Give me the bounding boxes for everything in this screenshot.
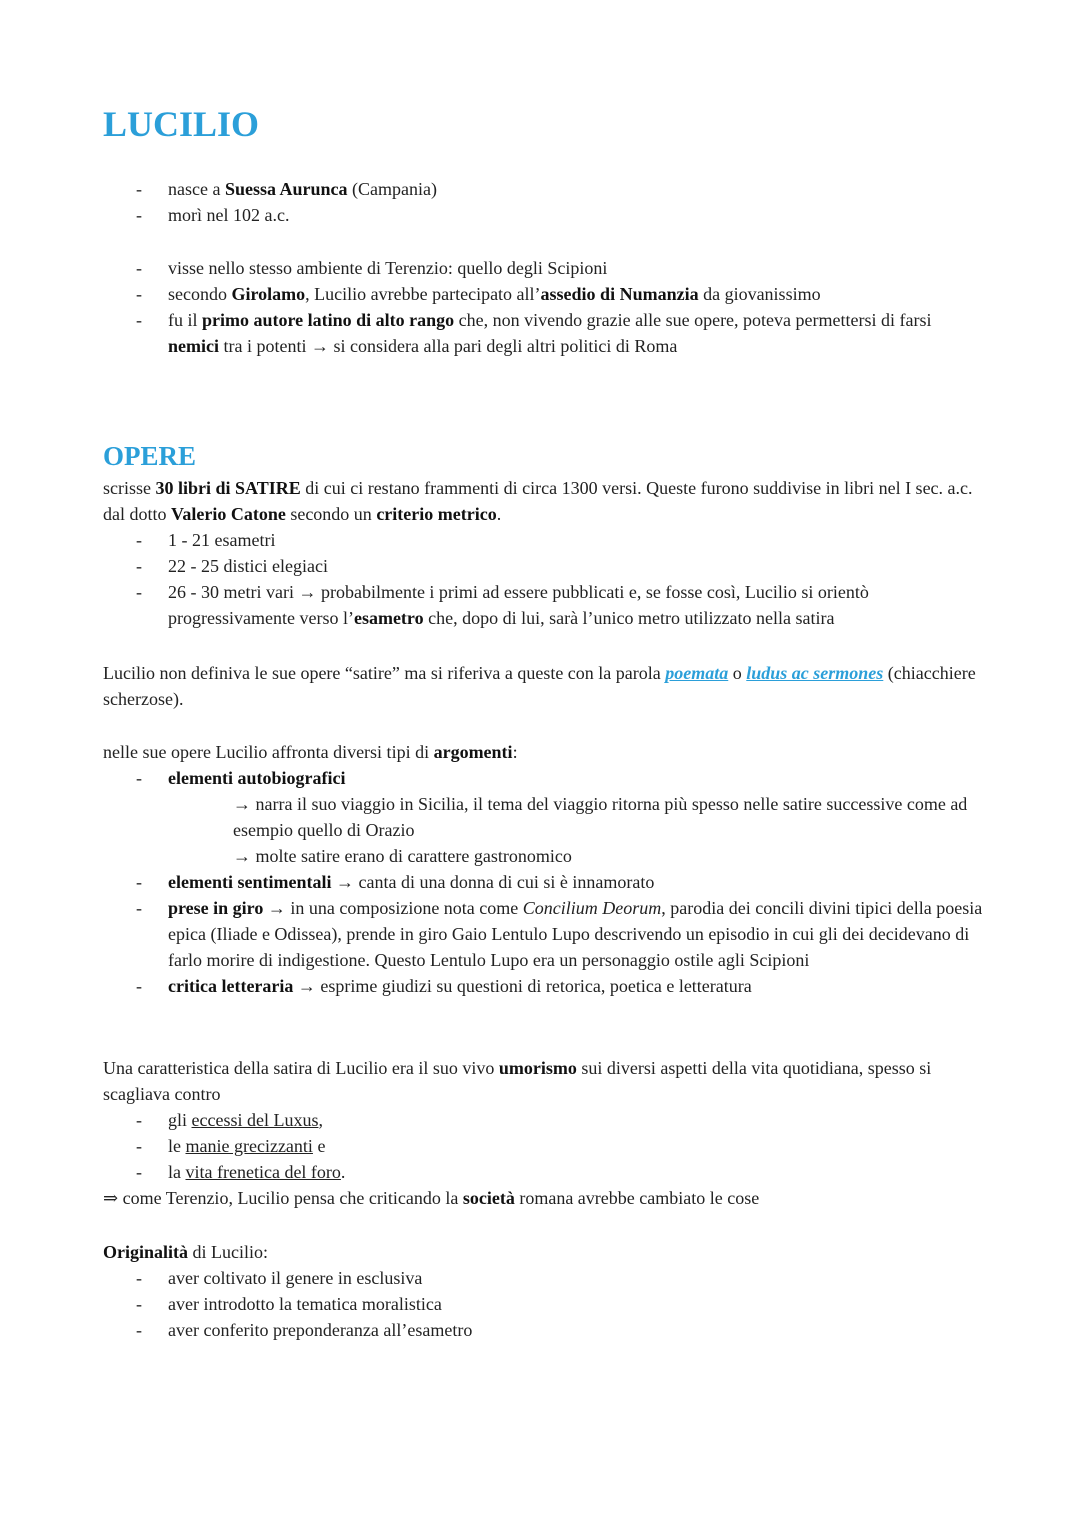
opere-intro: scrisse 30 libri di SATIRE di cui ci restano frammenti di circa 1300 versi. Queste furono suddivise in libri nel I sec. a.c. dal dotto Valerio Catone secondo un criterio metrico. — [103, 478, 973, 524]
argomento-autobio — [103, 765, 983, 791]
list-item: - secondo Girolamo, Lucilio avrebbe partecipato all’assedio di Numanzia da giovanissimo — [103, 281, 983, 307]
latin-term: poemata — [665, 663, 729, 683]
argomenti-list — [103, 869, 983, 999]
metri-list — [103, 527, 983, 631]
argomenti-intro: nelle sue opere Lucilio affronta diversi tipi di argomenti: — [103, 742, 518, 762]
list-item: - aver introdotto la tematica moralistica — [103, 1291, 983, 1317]
underlined-term: vita frenetica del foro — [185, 1162, 341, 1182]
bold-term: elementi sentimentali — [168, 872, 332, 892]
list-item: - gli eccessi del Luxus, — [103, 1107, 983, 1133]
bold-term: nemici — [168, 336, 219, 356]
bold-term: primo autore latino di alto rango — [202, 310, 455, 330]
argomenti-block — [103, 739, 983, 999]
list-item: - aver coltivato il genere in esclusiva — [103, 1265, 983, 1291]
bold-term: Girolamo — [231, 284, 306, 304]
underlined-term: eccessi del Luxus — [191, 1110, 319, 1130]
list-item: - morì nel 102 a.c. — [103, 202, 983, 228]
list-item: - 1 - 21 esametri — [103, 527, 983, 553]
list-item: - fu il primo autore latino di alto rango che, non vivendo grazie alle sue opere, poteva permettersi di farsi nemici tra i potenti → si considera alla pari degli altri politici di Roma — [103, 307, 983, 359]
definizione-paragraph: Lucilio non definiva le sue opere “satire” ma si riferiva a queste con la parola poemata o ludus ac sermones (chiacchiere scherzose). — [103, 663, 976, 709]
list-item: - le manie grecizzanti e — [103, 1133, 983, 1159]
bold-term: criterio metrico — [376, 504, 497, 524]
bold-term: esametro — [353, 608, 424, 628]
umorismo-block — [103, 1055, 983, 1211]
opere-block — [103, 475, 983, 631]
note-line: → narra il suo viaggio in Sicilia, il tema del viaggio ritorna più spesso nelle satire successive come ad esempio quello di Orazio — [233, 794, 968, 840]
bold-term: argomenti — [433, 742, 513, 762]
bersagli-list — [103, 1107, 983, 1185]
bio-list-2 — [103, 255, 983, 359]
note-line: → molte satire erano di carattere gastronomico — [233, 846, 572, 866]
list-item: - critica letteraria → esprime giudizi su questioni di retorica, poetica e letteratura — [103, 973, 983, 999]
bold-term: Valerio Catone — [171, 504, 286, 524]
bio-list-1 — [103, 176, 983, 228]
originalita-list — [103, 1265, 983, 1343]
list-item: - aver conferito preponderanza all’esametro — [103, 1317, 983, 1343]
umorismo-paragraph: Una caratteristica della satira di Lucilio era il suo vivo umorismo sui diversi aspetti della vita quotidiana, spesso si scagliava contro — [103, 1058, 932, 1104]
originalita-block — [103, 1239, 983, 1343]
originalita-intro: Originalità di Lucilio: — [103, 1242, 268, 1262]
list-item: - nasce a Suessa Aurunca (Campania) — [103, 176, 983, 202]
list-item — [103, 765, 983, 791]
list-item: - la vita frenetica del foro. — [103, 1159, 983, 1185]
list-item: - elementi sentimentali → canta di una donna di cui si è innamorato — [103, 869, 983, 895]
bold-term: elementi autobiografici — [168, 768, 346, 788]
italic-title: Concilium Deorum — [522, 898, 662, 918]
bold-term: Originalità — [103, 1242, 188, 1262]
bold-term: critica letteraria — [168, 976, 294, 996]
autobio-notes — [103, 791, 983, 869]
bold-term: assedio di Numanzia — [540, 284, 699, 304]
bold-term: umorismo — [498, 1058, 577, 1078]
page-title: LUCILIO — [103, 104, 260, 144]
bold-term: 30 libri di SATIRE — [155, 478, 301, 498]
underlined-term: manie grecizzanti — [185, 1136, 313, 1156]
conclusione: ⇒ come Terenzio, Lucilio pensa che criticando la società romana avrebbe cambiato le cose — [103, 1188, 760, 1208]
section-heading-opere: OPERE — [103, 441, 197, 471]
bold-term: prese in giro — [168, 898, 264, 918]
list-item: - prese in giro → in una composizione nota come Concilium Deorum, parodia dei concili divini tipici della poesia epica (Iliade e Odissea), prende in giro Gaio Lentulo Lupo descrivendo un episodio in cui gli dei decidevano di farlo morire di indigestione. Questo Lentulo Lupo era un personaggio ostile agli Scipioni — [103, 895, 983, 973]
latin-term: ludus ac sermones — [746, 663, 884, 683]
list-item: - 26 - 30 metri vari → probabilmente i primi ad essere pubblicati e, se fosse così, Lucilio si orientò progressivamente verso l’esametro che, dopo di lui, sarà l’unico metro utilizzato nella satira — [103, 579, 983, 631]
list-item: - visse nello stesso ambiente di Terenzio: quello degli Scipioni — [103, 255, 983, 281]
bold-term: società — [462, 1188, 515, 1208]
bold-term: Suessa Aurunca — [224, 179, 348, 199]
list-item: - 22 - 25 distici elegiaci — [103, 553, 983, 579]
